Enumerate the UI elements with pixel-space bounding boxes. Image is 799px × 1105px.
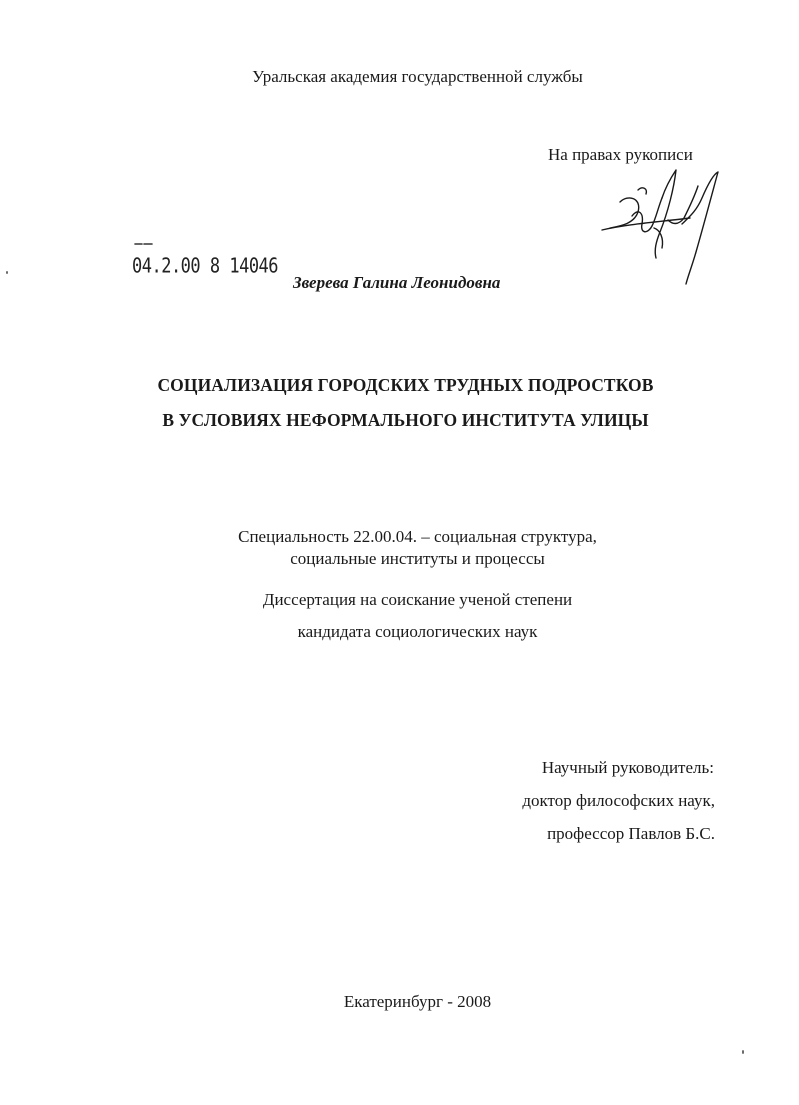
rights-notice: На правах рукописи: [548, 145, 693, 164]
dissertation-line-2: кандидата социологических наук: [297, 622, 538, 641]
city-year: Екатеринбург - 2008: [343, 992, 492, 1011]
supervisor-name: профессор Павлов Б.С.: [547, 824, 715, 843]
library-stamp-number: 04.2.00 8 14046: [132, 255, 279, 279]
handwritten-signature-icon: [598, 168, 730, 286]
author-name: Зверева Галина Леонидовна: [293, 273, 501, 292]
stamp-dash-icon: [134, 241, 154, 247]
title-line-1: СОЦИАЛИЗАЦИЯ ГОРОДСКИХ ТРУДНЫХ ПОДРОСТКОВ: [157, 375, 654, 395]
title-line-2: В УСЛОВИЯХ НЕФОРМАЛЬНОГО ИНСТИТУТА УЛИЦЫ: [162, 410, 649, 430]
scan-speck: [742, 1050, 744, 1054]
specialty-line-1: Специальность 22.00.04. – социальная структура,: [238, 527, 597, 546]
supervisor-degree: доктор философских наук,: [522, 791, 715, 810]
specialty-line-2: социальные институты и процессы: [290, 549, 545, 568]
dissertation-line-1: Диссертация на соискание ученой степени: [262, 590, 573, 609]
scan-speck: [6, 271, 8, 274]
supervisor-heading: Научный руководитель:: [541, 758, 714, 777]
institution-name: Уральская академия государственной службы: [252, 67, 583, 86]
